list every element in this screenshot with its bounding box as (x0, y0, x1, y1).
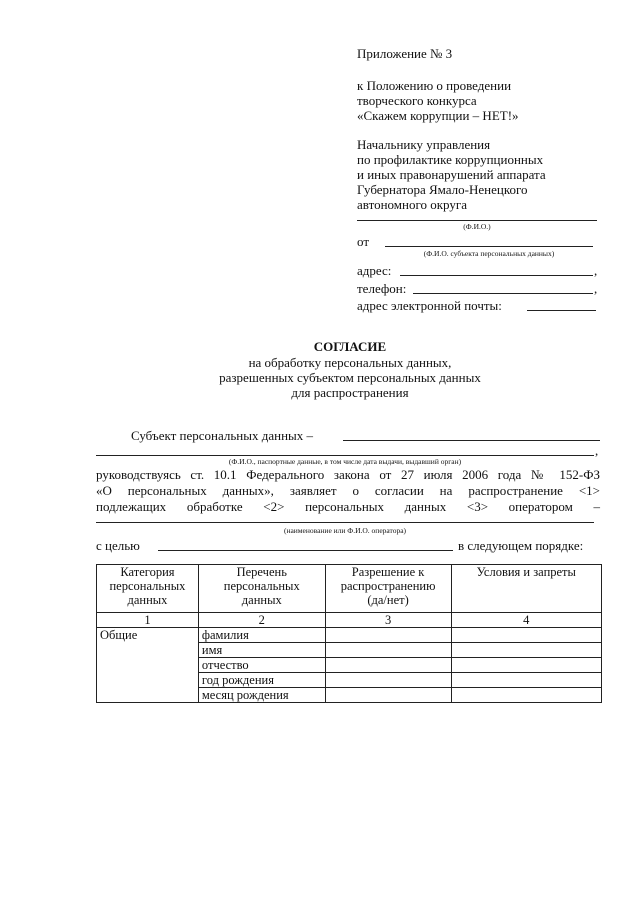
order-label: в следующем порядке: (458, 538, 584, 553)
title-line-3: для распространения (291, 385, 409, 400)
consent-title: СОГЛАСИЕ (313, 339, 387, 354)
header-category (97, 565, 199, 613)
conditions-cell[interactable] (451, 628, 602, 643)
phone-label: телефон: (357, 281, 407, 296)
item-birth-month: месяц рождения (198, 688, 325, 703)
header-list-line-2: персональных (223, 579, 300, 593)
paragraph-line-2: «О персональных данных», заявляет о согласии на распространение <1> (96, 483, 600, 498)
permission-cell[interactable] (325, 628, 451, 643)
header-permission-line-3: (да/нет) (367, 593, 409, 607)
subject-comma: , (595, 443, 599, 458)
addressee-line-4: Губернатора Ямало-Ненецкого (357, 182, 528, 197)
item-name: имя (198, 643, 325, 658)
item-patronymic: отчество (198, 658, 325, 673)
from-label: от (357, 234, 370, 249)
header-list (198, 565, 325, 613)
conditions-cell[interactable] (451, 688, 602, 703)
address-line[interactable] (400, 275, 593, 276)
header-category-line-1: Категория (120, 565, 175, 579)
addressee-line-1: Начальнику управления (357, 137, 491, 152)
table-number-row (97, 613, 602, 628)
permission-cell[interactable] (325, 673, 451, 688)
header-conditions-line-1: Условия и запреты (476, 565, 576, 579)
header-category-line-3: данных (127, 593, 168, 607)
from-line[interactable] (385, 246, 593, 247)
appendix-line-1: к Положению о проведении (357, 78, 512, 93)
title-line-2: разрешенных субъектом персональных данных (219, 370, 481, 385)
conditions-cell[interactable] (451, 673, 602, 688)
paragraph-line-3: подлежащих обработке <2> персональных данных <3> оператором – (96, 499, 600, 514)
appendix-number: Приложение № 3 (357, 46, 453, 61)
title-line-1: на обработку персональных данных, (248, 355, 452, 370)
appendix-line-2: творческого конкурса (357, 93, 477, 108)
addressee-line-3: и иных правонарушений аппарата (357, 167, 546, 182)
subject-line-1[interactable] (343, 440, 600, 441)
subject-label: Субъект персональных данных – (131, 428, 314, 443)
email-line[interactable] (527, 310, 596, 311)
table-row (97, 628, 602, 643)
conditions-cell[interactable] (451, 658, 602, 673)
phone-line[interactable] (413, 293, 593, 294)
column-number-1: 1 (97, 613, 199, 628)
permission-cell[interactable] (325, 658, 451, 673)
addressee-line-2: по профилактике коррупционных (357, 152, 544, 167)
header-permission (325, 565, 451, 613)
purpose-line[interactable] (158, 550, 453, 551)
personal-data-table (96, 564, 602, 703)
address-comma: , (594, 263, 598, 278)
addressee-line-5: автономного округа (357, 197, 467, 212)
table-header-row (97, 565, 602, 613)
phone-comma: , (594, 281, 598, 296)
permission-cell[interactable] (325, 688, 451, 703)
subject-caption: (Ф.И.О. субъекта персональных данных) (423, 249, 555, 258)
fio-line[interactable] (357, 220, 597, 221)
address-label: адрес: (357, 263, 392, 278)
header-permission-line-1: Разрешение к (351, 565, 425, 579)
header-list-line-1: Перечень (236, 565, 287, 579)
header-permission-line-2: распространению (340, 579, 436, 593)
email-label: адрес электронной почты: (357, 298, 502, 313)
purpose-label: с целью (96, 538, 140, 553)
column-number-4: 4 (451, 613, 602, 628)
header-list-line-3: данных (241, 593, 282, 607)
subject-line-2[interactable] (96, 455, 594, 456)
column-number-2: 2 (198, 613, 325, 628)
header-conditions (451, 565, 602, 613)
item-birth-year: год рождения (198, 673, 325, 688)
column-number-3: 3 (325, 613, 451, 628)
operator-line[interactable] (96, 522, 594, 523)
paragraph-line-1: руководствуясь ст. 10.1 Федерального закона от 27 июля 2006 года № 152-ФЗ (96, 467, 600, 482)
header-category-line-2: персональных (109, 579, 186, 593)
fio-caption: (Ф.И.О.) (463, 222, 491, 231)
subject-details-caption: (Ф.И.О., паспортные данные, в том числе дата выдачи, выдавший орган) (228, 457, 462, 466)
item-surname: фамилия (198, 628, 325, 643)
permission-cell[interactable] (325, 643, 451, 658)
operator-caption: (наименование или Ф.И.О. оператора) (283, 526, 407, 535)
category-general: Общие (97, 628, 199, 703)
conditions-cell[interactable] (451, 643, 602, 658)
appendix-line-3: «Скажем коррупции – НЕТ!» (357, 108, 519, 123)
